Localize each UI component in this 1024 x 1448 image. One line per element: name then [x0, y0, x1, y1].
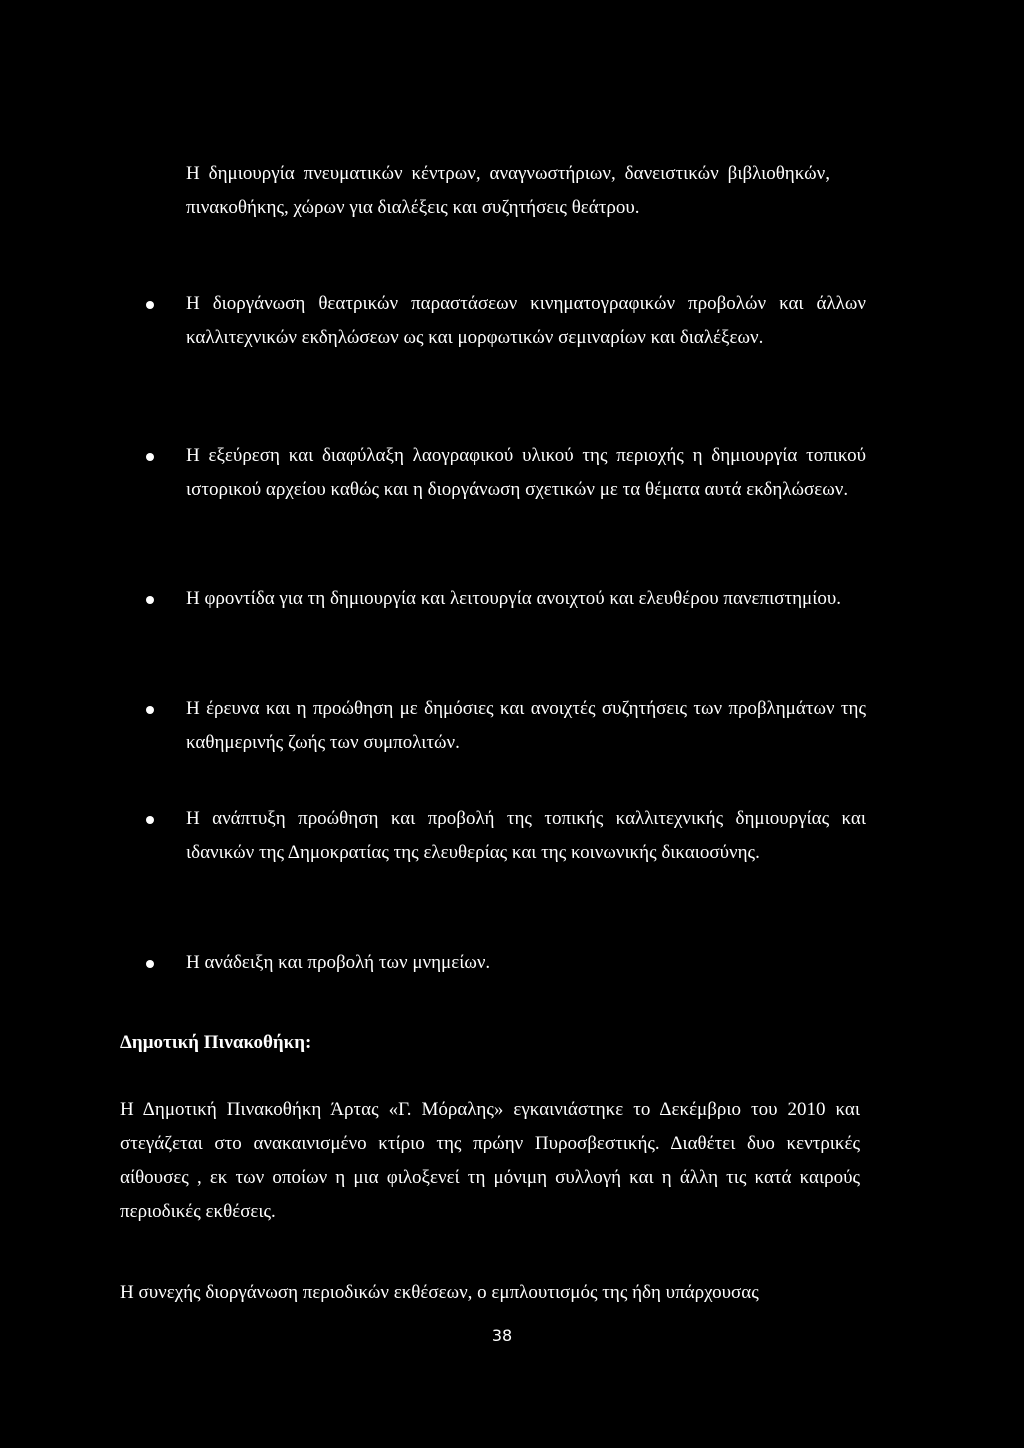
list-item-text: Η ανάδειξη και προβολή των μνημείων.	[186, 952, 491, 973]
bullet-icon	[146, 816, 154, 824]
bullet-icon	[146, 453, 154, 461]
body-paragraph: Η Δημοτική Πινακοθήκη Άρτας «Γ. Μόραλης» εγκαινιάστηκε το Δεκέμβριο του 2010 και στεγάζεται στο ανακαινισμένο κτίριο της πρώην Πυροσβεστικής. Διαθέτει δυο κεντρικές αίθουσες , εκ των οποίων η μια φιλοξενεί τη μόνιμη συλλογή και η άλλη τις κατά καιρούς περιοδικές εκθέσεις.	[120, 1099, 860, 1222]
bullet-icon	[146, 960, 154, 968]
list-item-text: Η εξεύρεση και διαφύλαξη λαογραφικού υλικού της περιοχής η δημιουργία τοπικού ιστορικού αρχείου καθώς και η διοργάνωση σχετικών με τα θέματα αυτά εκδηλώσεων.	[186, 445, 866, 500]
section-heading: Δημοτική Πινακοθήκη:	[120, 1032, 312, 1053]
page-number: 38	[491, 1326, 513, 1345]
list-item-text: Η έρευνα και η προώθηση με δημόσιες και ανοιχτές συζητήσεις των προβλημάτων της καθημερινής ζωής των συμπολιτών.	[186, 698, 866, 753]
list-item-text: Η ανάπτυξη προώθηση και προβολή της τοπικής καλλιτεχνικής δημιουργίας και ιδανικών της Δημοκρατίας της ελευθερίας και της κοινωνικής δικαιοσύνης.	[186, 808, 866, 863]
list-item-text: Η φροντίδα για τη δημιουργία και λειτουργία ανοιχτού και ελευθέρου πανεπιστημίου.	[186, 588, 841, 609]
list-item-text: Η διοργάνωση θεατρικών παραστάσεων κινηματογραφικών προβολών και άλλων καλλιτεχνικών εκδηλώσεων ως και μορφωτικών σεμιναρίων και διαλέξεων.	[186, 293, 866, 348]
bullet-icon	[146, 596, 154, 604]
bullet-icon	[146, 706, 154, 714]
intro-paragraph: Η δημιουργία πνευματικών κέντρων, αναγνωστήριων, δανειστικών βιβλιοθηκών, πινακοθήκης, χώρων για διαλέξεις και συζητήσεις θεάτρου.	[186, 163, 830, 218]
bullet-icon	[146, 301, 154, 309]
body-paragraph: Η συνεχής διοργάνωση περιοδικών εκθέσεων, ο εμπλουτισμός της ήδη υπάρχουσας	[120, 1282, 759, 1303]
